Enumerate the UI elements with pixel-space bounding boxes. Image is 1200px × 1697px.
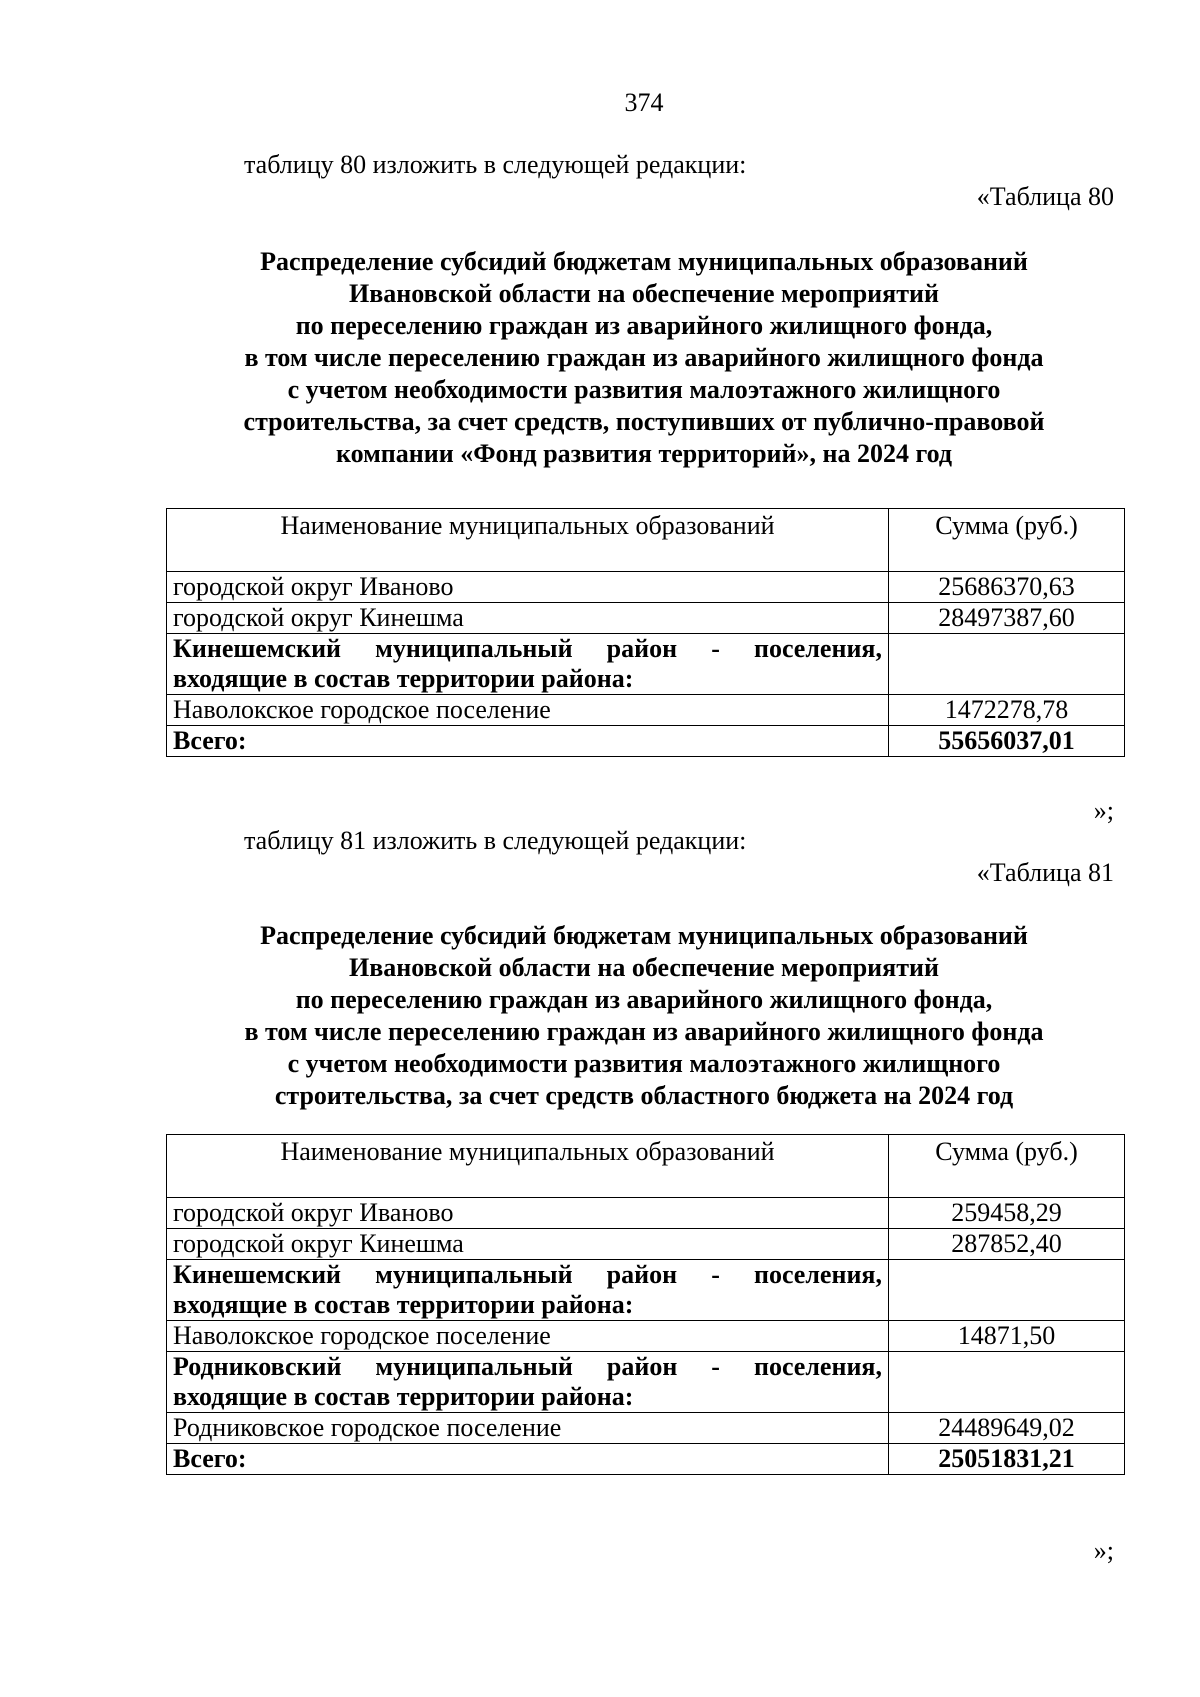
row-name: Наволокское городское поселение bbox=[167, 1321, 889, 1352]
title-line: по переселению граждан из аварийного жилищного фонда, bbox=[295, 985, 993, 1014]
table-label-80: «Таблица 80 bbox=[976, 182, 1114, 211]
title-line: Ивановской области на обеспечение мероприятий bbox=[349, 279, 939, 308]
closing-quote-81: »; bbox=[1093, 1536, 1114, 1565]
table-row bbox=[167, 1198, 1125, 1229]
row-sum: 1472278,78 bbox=[889, 695, 1125, 726]
table-header-row bbox=[167, 509, 1125, 572]
row-name bbox=[167, 1352, 889, 1413]
table-row-group bbox=[167, 1352, 1125, 1413]
row-sum bbox=[889, 1260, 1125, 1321]
row-name: городской округ Кинешма bbox=[167, 603, 889, 634]
title-line: строительства, за счет средств, поступивших от публично-правовой bbox=[243, 407, 1045, 436]
table-row bbox=[167, 1321, 1125, 1352]
table-row-group bbox=[167, 634, 1125, 695]
table-row-group bbox=[167, 1260, 1125, 1321]
row-name: Наволокское городское поселение bbox=[167, 695, 889, 726]
table-row bbox=[167, 1413, 1125, 1444]
table-total-row bbox=[167, 726, 1125, 757]
header-sum: Сумма (руб.) bbox=[889, 509, 1125, 572]
row-name: городской округ Иваново bbox=[167, 1198, 889, 1229]
row-name-line1: Кинешемский муниципальный район - поселения, bbox=[173, 634, 882, 663]
title-line: строительства, за счет средств областного бюджета на 2024 год bbox=[274, 1081, 1014, 1110]
title-line: с учетом необходимости развития малоэтажного жилищного bbox=[287, 1049, 1001, 1078]
row-sum bbox=[889, 634, 1125, 695]
table-row bbox=[167, 572, 1125, 603]
title-line: в том числе переселению граждан из аварийного жилищного фонда bbox=[244, 1017, 1044, 1046]
row-sum: 287852,40 bbox=[889, 1229, 1125, 1260]
row-sum: 55656037,01 bbox=[889, 726, 1125, 757]
title-line: Распределение субсидий бюджетам муниципальных образований bbox=[260, 921, 1028, 950]
table-label-81: «Таблица 81 bbox=[976, 858, 1114, 887]
title-line: компании «Фонд развития территорий», на 2024 год bbox=[335, 439, 953, 468]
title-line: в том числе переселению граждан из аварийного жилищного фонда bbox=[244, 343, 1044, 372]
row-name-line1: Родниковский муниципальный район - поселения, bbox=[173, 1352, 882, 1381]
row-sum bbox=[889, 1352, 1125, 1413]
table-80 bbox=[166, 508, 1125, 757]
row-name-line2: входящие в состав территории района: bbox=[173, 664, 634, 693]
row-name-line2: входящие в состав территории района: bbox=[173, 1382, 634, 1411]
row-name: городской округ Кинешма bbox=[167, 1229, 889, 1260]
row-sum: 28497387,60 bbox=[889, 603, 1125, 634]
table-header-row bbox=[167, 1135, 1125, 1198]
table-80-title bbox=[160, 246, 1128, 470]
title-line: по переселению граждан из аварийного жилищного фонда, bbox=[295, 311, 993, 340]
row-name: Всего: bbox=[167, 726, 889, 757]
table-81 bbox=[166, 1134, 1125, 1475]
closing-quote-80: »; bbox=[1093, 796, 1114, 825]
header-name: Наименование муниципальных образований bbox=[167, 1135, 889, 1198]
page-number: 374 bbox=[624, 88, 664, 117]
row-sum: 259458,29 bbox=[889, 1198, 1125, 1229]
row-name: Родниковское городское поселение bbox=[167, 1413, 889, 1444]
table-row bbox=[167, 695, 1125, 726]
header-sum: Сумма (руб.) bbox=[889, 1135, 1125, 1198]
row-name: городской округ Иваново bbox=[167, 572, 889, 603]
intro-text-80: таблицу 80 изложить в следующей редакции: bbox=[244, 150, 747, 179]
row-sum: 25051831,21 bbox=[889, 1444, 1125, 1475]
title-line: Ивановской области на обеспечение мероприятий bbox=[349, 953, 939, 982]
table-row bbox=[167, 1229, 1125, 1260]
row-sum: 24489649,02 bbox=[889, 1413, 1125, 1444]
row-name: Всего: bbox=[167, 1444, 889, 1475]
row-name-line2: входящие в состав территории района: bbox=[173, 1290, 634, 1319]
row-sum: 14871,50 bbox=[889, 1321, 1125, 1352]
row-name bbox=[167, 1260, 889, 1321]
header-name: Наименование муниципальных образований bbox=[167, 509, 889, 572]
row-name bbox=[167, 634, 889, 695]
title-line: с учетом необходимости развития малоэтажного жилищного bbox=[287, 375, 1001, 404]
table-81-title bbox=[160, 920, 1128, 1112]
table-total-row bbox=[167, 1444, 1125, 1475]
table-row bbox=[167, 603, 1125, 634]
row-name-line1: Кинешемский муниципальный район - поселения, bbox=[173, 1260, 882, 1289]
title-line: Распределение субсидий бюджетам муниципальных образований bbox=[260, 247, 1028, 276]
row-sum: 25686370,63 bbox=[889, 572, 1125, 603]
intro-text-81: таблицу 81 изложить в следующей редакции: bbox=[244, 826, 747, 855]
